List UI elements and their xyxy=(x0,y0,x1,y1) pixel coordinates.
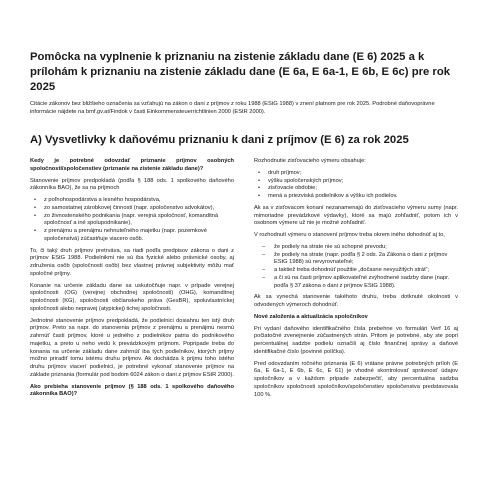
list-item: – a či sú na časti príjmov aplikovateľné zvýhodnené sadzby dane (napr. podľa § 37 zákona o dani z príjmov EStG 1988). xyxy=(260,275,458,291)
list-item: • zisťovacie obdobie; xyxy=(254,185,458,193)
list-item: – že podiely na strate (napr. podľa § 2 ods. 2a Zákona o dani z príjmov EStG 1988) sú nevyrovnateľné; xyxy=(260,252,458,268)
subheading: Nové založenia a aktualizácia spoločníkov xyxy=(254,313,368,320)
income-type-list xyxy=(30,197,234,244)
document-title: Pomôcka na vyplnenie k priznaniu na zistenie základu dane (E 6) 2025 a k prílohám k priznaniu na zistenie základu dane (E 6a, E 6a-1, E 6b, E 6c) pre rok 2025 xyxy=(30,51,450,93)
paragraph: Ak sa v zisťovacom konaní nezanamenajú do zisťovacieho výmeru sumy (napr. mimoriadne prevádzkové výdavky), ktoré sa majú zohľadniť, potom ich v osobnom výmere už nie je možné zohľadniť. xyxy=(254,204,458,227)
loss-rules-list xyxy=(260,244,458,291)
paragraph: Jednotné stanovenie príjmov predpokladá, že podielnici dosiahnu ten istý druh príjmov. Preto sa napr. do stanovenia príjmov z prenájmu a prenájmu nesmú zahrnúť časti príjmov, ktoré u jedného z podielnikov patria do podnikového majetku, a preto u neho vedú k prevádzkovým príjmom. Popripade treba do konania na určenie základu dane zahrnúť iba tých podielnikov, ktorých príjmy možno priradiť tomu istému druhu príjmov. Ak dochádza k prijmu toho istého druhu príjmov viacerí podielnici, je potrebné vykonať stanovenie príjmov na základe priznania (formulár pod bodom 6024 zákon o dani z príjmov EStR 2000). xyxy=(30,317,234,378)
paragraph: Stanovenie príjmov predpokladá (podľa § 188 ods. 1 spolkového daňového zákonníka BAO), že sa na príjmoch xyxy=(30,177,234,192)
assessment-contents-list xyxy=(254,170,458,201)
list-item: • z prenájmu a prenájmu nehnuteľného majetku (napr. pozemkové spoločenstvá) zúčastňuje viacero osôb. xyxy=(30,228,234,244)
subheading: Ako prebieha stanovenie príjmov (§ 188 ods. 1 spolkového daňového zákonníka BAO)? xyxy=(30,383,234,398)
right-column xyxy=(254,158,458,403)
paragraph: Ak sa vynechá stanovenie takéhoto druhu, treba dotknuté okolnosti v odvodených výmeroch dohodnúť. xyxy=(254,294,458,308)
intro-paragraph: Citácie zákonov bez bližšieho označenia sa vzťahujú na zákon o dani z príjmov z roku 1988 (EStG 1988) v znení platnom pre rok 2025. Podrobné daňovoprávne informácie nájdete na bmf.gv.at/Findok v časti Einkommensteuerrichtlinien 2000 (EStR 2000). xyxy=(30,101,435,115)
list-item: – a taktiež treba dohodnúť použitie „dočasne nevyužitých strát“; xyxy=(260,267,458,275)
paragraph: Pri vydaní daňového identifikačného čísla prebehne vo formulári Verf 16 aj počiatočné zvenejnenie zúčastnených strán. Pritom je potrebné, aby ste popri percentuálnej sadzbe podielu označili aj číslo finančnej správy a daňové identifikačné číslo (povinné políčka). xyxy=(254,325,458,355)
list-item: • zo samostatnej zárobkovej činnosti (napr. spoločenstvo advokátov), xyxy=(30,205,234,213)
list-item: • zo živnostenského podnikania (napr. verejná spoločnosť, komanditná spoločnosť a iné spolupodnikanie), xyxy=(30,213,234,229)
question-heading: Kedy je potrebné odovzdať priznanie príjmov osobných spoločností/spoločenstiev (priznanie na zistenie základu dane)? xyxy=(30,158,234,172)
list-item: • druh príjmov; xyxy=(254,170,458,178)
paragraph: Pred odovzdaním ročného priznania (E 6) vrátane právne potrebných príloh (E 6a, E 6a-1, E 6b, E 6c, E 61) je vhodné skontrolovať správnosť údajov spoločníkov a v každom prípade zabezpečiť, aby percentuálna sadzba spoločníkov spoločnosti spoločníkov/spoločenstiev spoločenstva predstavovala 100 %. xyxy=(254,360,458,398)
section-title: A) Vysvetlivky k daňovému priznaniu k dani z príjmov (E 6) za rok 2025 xyxy=(30,134,409,146)
list-item: • z poľnohospodárstva a lesného hospodárstva, xyxy=(30,197,234,205)
list-item: • mená a priezviská podielnikov a výšku ich podielov. xyxy=(254,193,458,201)
left-column xyxy=(30,158,234,403)
list-item: – že podiely na strate nie sú schopné prevodu; xyxy=(260,244,458,252)
paragraph: To, či taký druh príjmov pretrváva, sa riadi podľa predpisov zákona o dani z príjmov EStG 1988. Podielnikmi nie sú iba fyzické alebo právnické osoby, aj združenia osôb (spoločnosti osôb) bez vlastnej právnej subjektivity môžu mať spoločné príjmy. xyxy=(30,247,234,277)
paragraph: V rozhodnutí výmeru o stanovení príjmov treba okrem iného dohodnúť aj to, xyxy=(254,232,445,238)
paragraph: Konanie na určenie základu dane sa uskutočňuje napr. v prípade verejnej spoločnosti (OG) (verejnej obchodnej spoločnosti) (OHG), komanditnej spoločnosti (KG), spoločnosti občianskeho práva (GesBR), spoluvlastníckej spoločnosti alebo nepravej (atypickej) tichej spoločnosti. xyxy=(30,282,234,312)
paragraph: Rozhodnutie zisťovacieho výmeru obsahuje: xyxy=(254,158,366,164)
list-item: • výšku spoločenských príjmov; xyxy=(254,178,458,186)
